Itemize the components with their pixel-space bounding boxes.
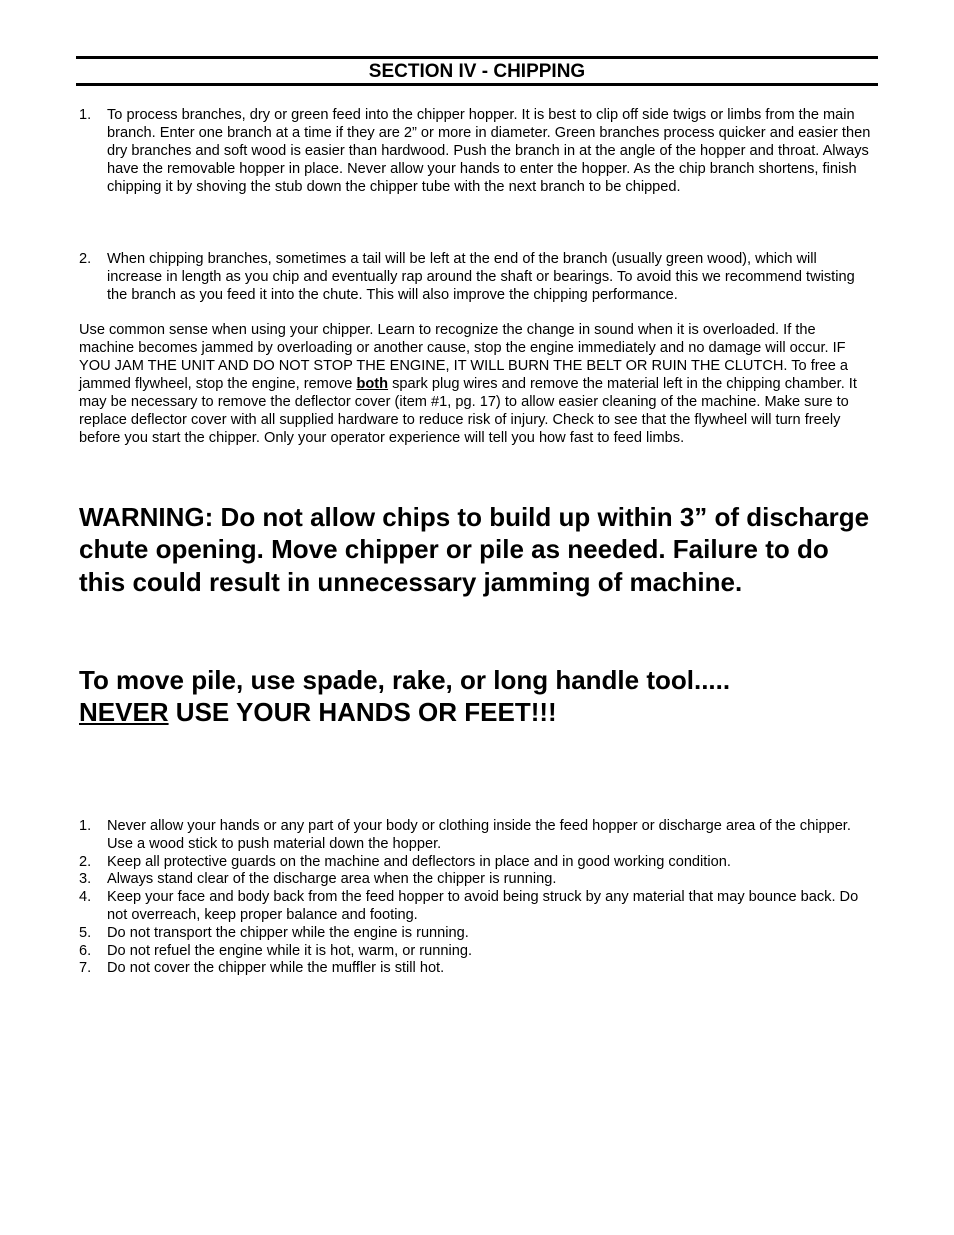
common-sense-text-after: spark plug wires and remove the material left in the chipping chamber. It may be necessary to remove the deflector cover (item #1, pg. 17) to allow easier cleaning of the machine. Make sure to replace deflector cover with all supplied hardware to reduce risk of injury. Check to see that the flywheel will turn freely before you start the chipper. Only your operator experience will tell you how fast to feed limbs. <box>79 376 857 446</box>
step-number: 2. <box>79 251 92 267</box>
section-title: SECTION IV - CHIPPING <box>368 61 586 82</box>
move-pile-block <box>79 664 879 729</box>
move-pile-line1: To move pile, use spade, rake, or long handle tool..... <box>79 665 731 695</box>
section-header <box>76 56 878 86</box>
list-item <box>79 818 874 854</box>
rule-number: 6. <box>79 942 92 959</box>
warning-block <box>79 501 879 598</box>
rule-text: Do not transport the chipper while the engine is running. <box>107 924 469 941</box>
rule-number: 1. <box>79 818 92 834</box>
list-item <box>79 871 874 889</box>
warning-text: WARNING: Do not allow chips to build up within 3” of discharge chute opening. Move chipper or pile as needed. Failure to do this could result in unnecessary jamming of machine. <box>79 502 870 597</box>
rule-text: Never allow your hands or any part of your body or clothing inside the feed hopper or discharge area of the chipper. Use a wood stick to push material down the hopper. <box>107 818 851 852</box>
safety-rules-list <box>79 818 874 978</box>
rule-text: Always stand clear of the discharge area when the chipper is running. <box>107 871 557 888</box>
rule-text: Do not cover the chipper while the muffler is still hot. <box>107 960 445 977</box>
rule-number: 3. <box>79 871 92 888</box>
rule-number: 4. <box>79 889 92 906</box>
rule-text: Keep your face and body back from the feed hopper to avoid being struck by any material that may bounce back. Do not overreach, keep proper balance and footing. <box>107 889 859 923</box>
rule-text: Keep all protective guards on the machine and deflectors in place and in good working condition. <box>107 853 731 870</box>
common-sense-paragraph <box>79 321 874 447</box>
rule-text: Do not refuel the engine while it is hot, warm, or running. <box>107 942 473 959</box>
list-item <box>79 889 874 925</box>
step-text: When chipping branches, sometimes a tail will be left at the end of the branch (usually green wood), which will increase in length as you chip and eventually rap around the shaft or bearings. To avoid this we recommend twisting the branch as you feed it into the chute. This will also improve the chipping performance. <box>107 251 855 303</box>
rule-number: 2. <box>79 853 92 870</box>
list-item <box>79 925 874 943</box>
move-pile-line2 <box>79 696 879 728</box>
list-item <box>79 943 874 961</box>
common-sense-emphasis: both <box>356 376 389 392</box>
step-1 <box>79 106 874 196</box>
step-2 <box>79 250 874 304</box>
step-text: To process branches, dry or green feed into the chipper hopper. It is best to clip off side twigs or limbs from the main branch. Enter one branch at a time if they are 2” or more in diameter. Green branches process quicker and easier then dry branches and soft wood is easier than hardwood. Push the branch in at the angle of the hopper and throat. Always have the removable hopper in place. Never allow your hands to enter the hopper. As the chip branch shortens, finish chipping it by shoving the stub down the chipper tube with the next branch to be chipped. <box>107 107 871 195</box>
common-sense-text-before: Use common sense when using your chipper. Learn to recognize the change in sound when it is overloaded. If the machine becomes jammed by overloading or another cause, stop the engine immediately and no damage will occur. IF YOU JAM THE UNIT AND DO NOT STOP THE ENGINE, IT WILL BURN THE BELT OR RUIN THE CLUTCH. To free a jammed flywheel, stop the engine, remove <box>79 322 849 392</box>
rule-number: 5. <box>79 924 92 941</box>
list-item <box>79 854 874 872</box>
step-number: 1. <box>79 107 92 123</box>
rule-number: 7. <box>79 960 92 977</box>
list-item <box>79 960 874 978</box>
move-pile-rest: USE YOUR HANDS OR FEET!!! <box>168 697 557 728</box>
move-pile-emphasis: NEVER <box>79 697 169 728</box>
